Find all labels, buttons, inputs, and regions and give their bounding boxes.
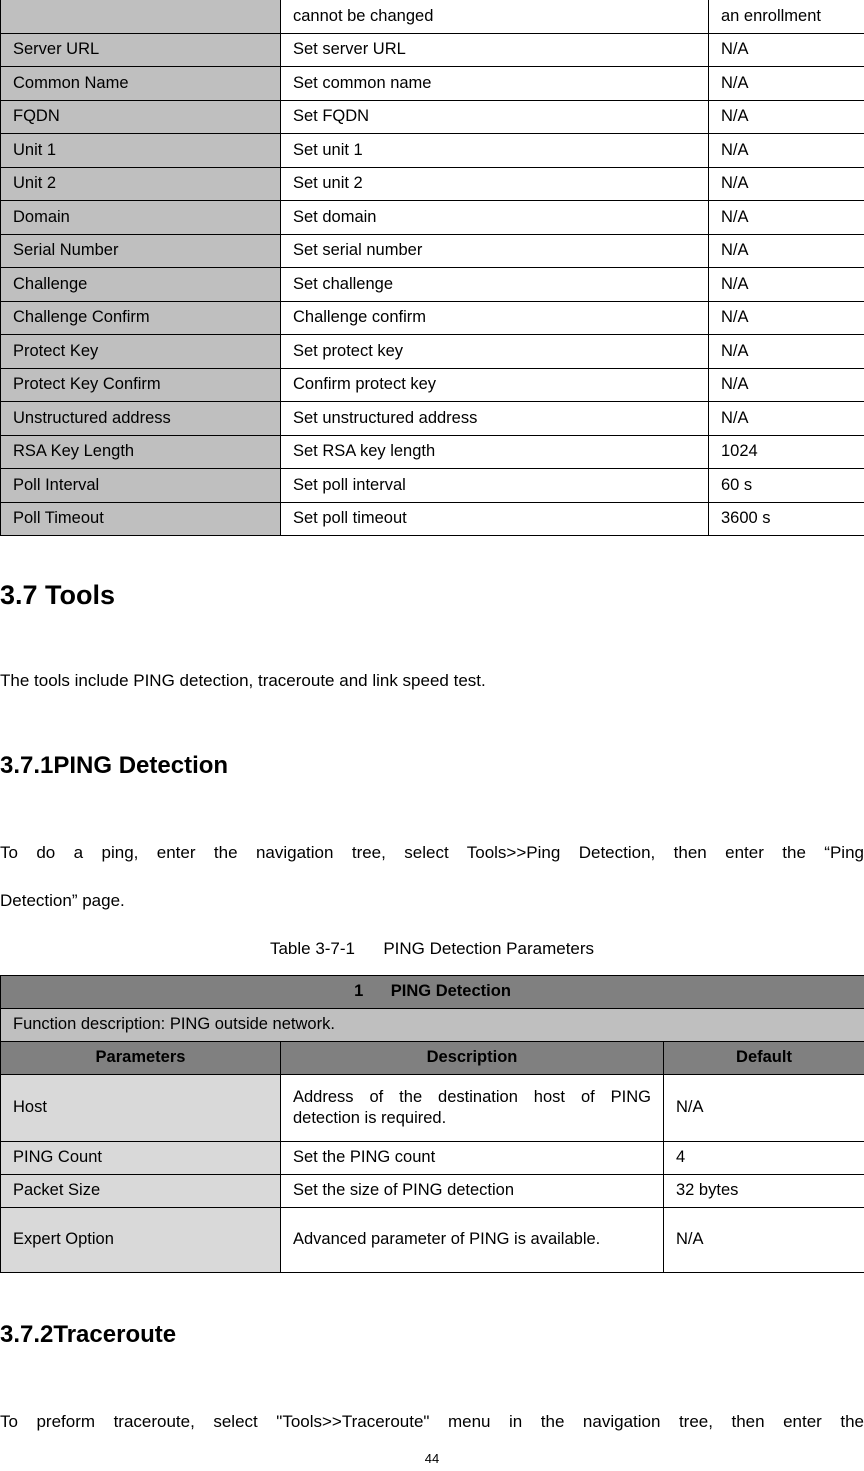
table-row: [1, 67, 864, 101]
param-name: Serial Number: [1, 234, 281, 268]
param-description: Confirm protect key: [281, 368, 709, 402]
param-name: Poll Timeout: [1, 502, 281, 536]
param-description: Set the size of PING detection: [281, 1175, 664, 1208]
param-description: Set challenge: [281, 268, 709, 302]
param-default: N/A: [709, 100, 864, 134]
table-row: [1, 33, 864, 67]
ping-paragraph-line-2: Detection” page.: [0, 891, 125, 910]
section-heading-tools: 3.7 Tools: [0, 580, 116, 610]
param-default: 32 bytes: [664, 1175, 864, 1208]
param-default: 3600 s: [709, 502, 864, 536]
param-description: Set the PING count: [281, 1142, 664, 1175]
param-description: Set RSA key length: [281, 435, 709, 469]
table-row: [1, 100, 864, 134]
param-name: Domain: [1, 201, 281, 235]
param-default: 4: [664, 1142, 864, 1175]
column-header-row: [1, 1042, 864, 1075]
param-default: 1024: [709, 435, 864, 469]
param-default: N/A: [709, 67, 864, 101]
param-name: Unstructured address: [1, 402, 281, 436]
table-row: [1, 134, 864, 168]
param-default: 60 s: [709, 469, 864, 503]
table-row: [1, 167, 864, 201]
param-default: N/A: [709, 134, 864, 168]
ping-detection-table: [0, 975, 864, 1273]
table-row: [1, 435, 864, 469]
param-description: Set unit 1: [281, 134, 709, 168]
param-name: [1, 0, 281, 33]
param-name: Packet Size: [1, 1175, 281, 1208]
param-default: N/A: [664, 1075, 864, 1142]
param-name: Expert Option: [1, 1208, 281, 1273]
param-name: Host: [1, 1075, 281, 1142]
param-default: N/A: [709, 234, 864, 268]
param-name: FQDN: [1, 100, 281, 134]
param-name: Protect Key Confirm: [1, 368, 281, 402]
param-description: Advanced parameter of PING is available.: [281, 1208, 664, 1273]
param-name: Unit 2: [1, 167, 281, 201]
table-row: [1, 234, 864, 268]
function-description-row: [1, 1009, 864, 1042]
param-description: Set poll interval: [281, 469, 709, 503]
ping-paragraph-line-1: To do a ping, enter the navigation tree, select Tools>>Ping Detection, then enter the “Ping: [0, 843, 864, 862]
table-row: [1, 0, 864, 33]
table-caption: Table 3-7-1 PING Detection Parameters: [269, 939, 595, 958]
param-name: Server URL: [1, 33, 281, 67]
param-default: N/A: [709, 167, 864, 201]
param-default: N/A: [709, 368, 864, 402]
param-description: Set FQDN: [281, 100, 709, 134]
param-description: Set domain: [281, 201, 709, 235]
param-default: N/A: [709, 301, 864, 335]
table-title-row: [1, 976, 864, 1009]
param-description: Set protect key: [281, 335, 709, 369]
param-name: Common Name: [1, 67, 281, 101]
param-name: Challenge: [1, 268, 281, 302]
param-description: Set common name: [281, 67, 709, 101]
table-title: 1 PING Detection: [1, 976, 864, 1009]
scep-parameters-table-body: [1, 0, 864, 536]
param-name: Poll Interval: [1, 469, 281, 503]
table-row: [1, 201, 864, 235]
table-row: [1, 1175, 864, 1208]
table-row: [1, 1142, 864, 1175]
param-description: Challenge confirm: [281, 301, 709, 335]
param-description: Set poll timeout: [281, 502, 709, 536]
column-header-parameters: Parameters: [1, 1042, 281, 1075]
param-name: Unit 1: [1, 134, 281, 168]
tools-intro-paragraph: The tools include PING detection, traceroute and link speed test.: [0, 671, 486, 690]
table-row: [1, 469, 864, 503]
section-heading-ping-detection: 3.7.1PING Detection: [0, 752, 229, 779]
param-description: Set unit 2: [281, 167, 709, 201]
page-number: 44: [424, 1451, 440, 1466]
param-default: an enrollment: [709, 0, 864, 33]
param-description: Address of the destination host of PING detection is required.: [281, 1075, 664, 1142]
param-default: N/A: [664, 1208, 864, 1273]
table-row: [1, 502, 864, 536]
param-default: N/A: [709, 335, 864, 369]
table-row: [1, 301, 864, 335]
table-row: [1, 402, 864, 436]
table-row: [1, 368, 864, 402]
table-row: [1, 1208, 864, 1273]
param-description: cannot be changed: [281, 0, 709, 33]
ping-detection-table-body: [1, 976, 864, 1273]
param-default: N/A: [709, 201, 864, 235]
scep-parameters-table: [0, 0, 864, 536]
param-description: Set server URL: [281, 33, 709, 67]
table-row: [1, 268, 864, 302]
param-default: N/A: [709, 402, 864, 436]
param-description: Set unstructured address: [281, 402, 709, 436]
table-row: [1, 1075, 864, 1142]
column-header-default: Default: [664, 1042, 864, 1075]
param-name: Challenge Confirm: [1, 301, 281, 335]
param-default: N/A: [709, 33, 864, 67]
param-default: N/A: [709, 268, 864, 302]
traceroute-paragraph-line-1: To preform traceroute, select "Tools>>Traceroute" menu in the navigation tree, then enter the: [0, 1412, 864, 1431]
param-name: RSA Key Length: [1, 435, 281, 469]
column-header-description: Description: [281, 1042, 664, 1075]
param-name: PING Count: [1, 1142, 281, 1175]
table-row: [1, 335, 864, 369]
section-heading-traceroute: 3.7.2Traceroute: [0, 1321, 177, 1348]
param-description: Set serial number: [281, 234, 709, 268]
param-name: Protect Key: [1, 335, 281, 369]
function-description: Function description: PING outside network.: [1, 1009, 864, 1042]
